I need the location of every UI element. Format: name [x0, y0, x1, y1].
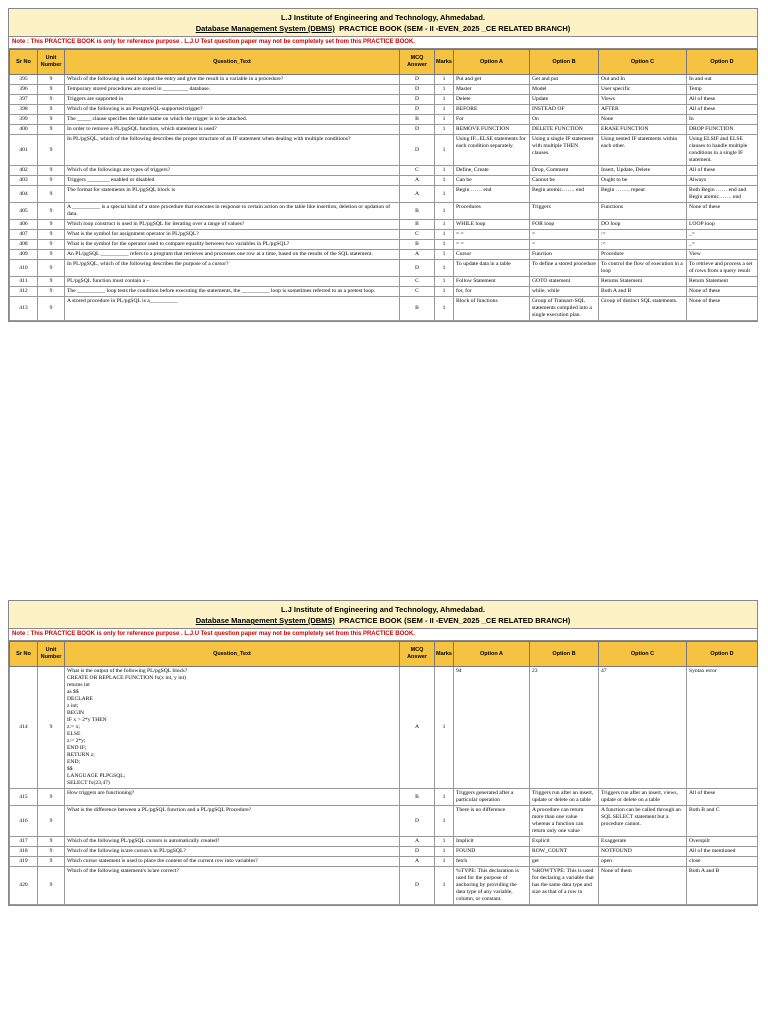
- option-a-cell: Cursor: [454, 250, 530, 260]
- option-d-cell: None of these: [687, 297, 758, 321]
- sr-no-cell: 420: [10, 867, 38, 905]
- institute-name: L.J Institute of Engineering and Technology, Ahmedabad.: [280, 605, 486, 614]
- question-cell: The _____ clause specifies the table name on which the trigger is to be attached.: [65, 115, 400, 125]
- question-cell: Which cursor statement is used to place the content of the current row into variables?: [65, 857, 400, 867]
- sr-no-cell: 398: [10, 105, 38, 115]
- option-b-cell: =: [530, 240, 599, 250]
- unit-cell: 9: [38, 806, 65, 837]
- option-c-cell: Out and In: [599, 75, 687, 85]
- option-a-cell: Procedures: [454, 203, 530, 220]
- unit-cell: 9: [38, 287, 65, 297]
- question-cell: Which of the following is used to input the entry and give the result in a variable in a procedure?: [65, 75, 400, 85]
- sr-no-cell: 406: [10, 220, 38, 230]
- marks-cell: 1: [435, 125, 454, 135]
- sr-no-cell: 408: [10, 240, 38, 250]
- question-cell: Triggers ________ enabled or disabled: [65, 176, 400, 186]
- marks-cell: 1: [435, 277, 454, 287]
- practice-sheet-2: [8, 600, 758, 906]
- table-row: [10, 240, 758, 250]
- option-b-cell: Explicit: [530, 837, 599, 847]
- option-b-cell: A procedure can return more than one value whereas a function can return only one value: [530, 806, 599, 837]
- col-option-c: Option C: [599, 642, 687, 667]
- unit-cell: 9: [38, 85, 65, 95]
- sr-no-cell: 395: [10, 75, 38, 85]
- table-header-row: [10, 642, 758, 667]
- answer-cell: B: [400, 220, 435, 230]
- answer-cell: B: [400, 789, 435, 806]
- col-question: Question_Text: [65, 642, 400, 667]
- option-b-cell: Using a single IF statement with multiple THEN clauses.: [530, 135, 599, 166]
- col-option-d: Option D: [687, 642, 758, 667]
- col-answer: MCQ Answer: [400, 50, 435, 75]
- option-a-cell: 94: [454, 667, 530, 789]
- question-cell: An PL/pgSQL __________ refers to a program that retrieves and processes one row at a time, based on the results of the SQL statement.: [65, 250, 400, 260]
- option-c-cell: Insert, Update, Delete: [599, 166, 687, 176]
- unit-cell: 9: [38, 837, 65, 847]
- option-b-cell: while, while: [530, 287, 599, 297]
- unit-cell: 9: [38, 250, 65, 260]
- unit-cell: 9: [38, 166, 65, 176]
- option-b-cell: INSTEAD OF: [530, 105, 599, 115]
- option-a-cell: = =: [454, 230, 530, 240]
- unit-cell: 9: [38, 135, 65, 166]
- sr-no-cell: 411: [10, 277, 38, 287]
- option-b-cell: DELETE FUNCTION: [530, 125, 599, 135]
- table-row: [10, 203, 758, 220]
- option-c-cell: User specific: [599, 85, 687, 95]
- col-answer: MCQ Answer: [400, 642, 435, 667]
- option-a-cell: Follow Statement: [454, 277, 530, 287]
- marks-cell: 1: [435, 75, 454, 85]
- unit-cell: 9: [38, 186, 65, 203]
- answer-cell: D: [400, 806, 435, 837]
- option-d-cell: Both Begin …… end and Begin atomic……. end: [687, 186, 758, 203]
- unit-cell: 9: [38, 176, 65, 186]
- table-row: [10, 166, 758, 176]
- table-row: [10, 220, 758, 230]
- option-a-cell: Implicit: [454, 837, 530, 847]
- marks-cell: 1: [435, 806, 454, 837]
- option-a-cell: fetch: [454, 857, 530, 867]
- col-unit: Unit Number: [38, 642, 65, 667]
- marks-cell: 1: [435, 166, 454, 176]
- option-c-cell: A function can be called through an SQL SELECT statement but a procedure cannot.: [599, 806, 687, 837]
- sr-no-cell: 412: [10, 287, 38, 297]
- option-b-cell: Drop, Comment: [530, 166, 599, 176]
- marks-cell: 1: [435, 230, 454, 240]
- option-a-cell: %TYPE: This declaration is used for the purpose of anchoring by providing the data type of any variable, column, or constant.: [454, 867, 530, 905]
- unit-cell: 9: [38, 230, 65, 240]
- option-c-cell: None: [599, 115, 687, 125]
- question-cell: What is the output of the following PL/pgSQL block? CREATE OR REPLACE FUNCTION fx(x int, y int) returns int as $$ DECLARE z int; BEGIN IF x > 2*y THEN z:= x; ELSE z:= 2*y; END IF; RETURN z; END; $$ LANGUAGE PLPGSQL; SELECT fx(23,47): [65, 667, 400, 789]
- question-cell: In PL/pgSQL, which of the following describes the proper structure of an IF statement when dealing with multiple conditions?: [65, 135, 400, 166]
- institute-name: L.J Institute of Engineering and Technology, Ahmedabad.: [280, 13, 486, 22]
- answer-cell: A: [400, 857, 435, 867]
- unit-cell: 9: [38, 789, 65, 806]
- sr-no-cell: 414: [10, 667, 38, 789]
- practice-sheet-1: [8, 8, 758, 322]
- marks-cell: 1: [435, 857, 454, 867]
- sr-no-cell: 397: [10, 95, 38, 105]
- answer-cell: D: [400, 125, 435, 135]
- option-a-cell: Triggers generated after a particular operation: [454, 789, 530, 806]
- answer-cell: D: [400, 260, 435, 277]
- marks-cell: 1: [435, 297, 454, 321]
- option-c-cell: Both A and B: [599, 287, 687, 297]
- option-d-cell: Syntax error: [687, 667, 758, 789]
- col-option-a: Option A: [454, 642, 530, 667]
- option-c-cell: Ought to be: [599, 176, 687, 186]
- unit-cell: 9: [38, 277, 65, 287]
- col-marks: Marks: [435, 642, 454, 667]
- sheet-header: [9, 9, 757, 37]
- table-row: [10, 230, 758, 240]
- option-c-cell: open: [599, 857, 687, 867]
- option-d-cell: close: [687, 857, 758, 867]
- answer-cell: C: [400, 230, 435, 240]
- answer-cell: A: [400, 176, 435, 186]
- table-body: [10, 667, 758, 905]
- option-a-cell: = =: [454, 240, 530, 250]
- answer-cell: B: [400, 240, 435, 250]
- table-row: [10, 857, 758, 867]
- sr-no-cell: 413: [10, 297, 38, 321]
- option-b-cell: =: [530, 230, 599, 240]
- option-d-cell: Both A and B: [687, 867, 758, 905]
- option-c-cell: Functions: [599, 203, 687, 220]
- unit-cell: 9: [38, 75, 65, 85]
- option-c-cell: DO loop: [599, 220, 687, 230]
- option-b-cell: Get and put: [530, 75, 599, 85]
- table-row: [10, 95, 758, 105]
- sr-no-cell: 403: [10, 176, 38, 186]
- question-cell: The __________ loop tests the condition before executing the statements, the __________ loop is sometimes referred to as a pretest loop.: [65, 287, 400, 297]
- option-c-cell: To control the flow of execution in a loop: [599, 260, 687, 277]
- col-option-d: Option D: [687, 50, 758, 75]
- option-d-cell: None of these: [687, 287, 758, 297]
- table-row: [10, 847, 758, 857]
- option-b-cell: GOTO statement: [530, 277, 599, 287]
- option-b-cell: Update: [530, 95, 599, 105]
- option-d-cell: All of the mentioned: [687, 847, 758, 857]
- sr-no-cell: 402: [10, 166, 38, 176]
- col-srno: Sr No: [10, 50, 38, 75]
- answer-cell: B: [400, 115, 435, 125]
- option-b-cell: Triggers run after an insert, update or delete on a table: [530, 789, 599, 806]
- reference-note: Note : This PRACTICE BOOK is only for reference purpose . L.J.U Test question paper may not be completely set from this PRACTICE BOOK.: [9, 37, 757, 49]
- sr-no-cell: 405: [10, 203, 38, 220]
- question-cell: Which of the following is/are cursor/s in PL/pgSQL?: [65, 847, 400, 857]
- answer-cell: A: [400, 186, 435, 203]
- table-row: [10, 125, 758, 135]
- answer-cell: D: [400, 105, 435, 115]
- marks-cell: 1: [435, 837, 454, 847]
- marks-cell: 1: [435, 220, 454, 230]
- option-a-cell: Delete: [454, 95, 530, 105]
- option-b-cell: %ROWTYPE: This is used for declaring a variable that has the same data type and size as that of a row in: [530, 867, 599, 905]
- table-row: [10, 867, 758, 905]
- table-row: [10, 186, 758, 203]
- marks-cell: 1: [435, 115, 454, 125]
- marks-cell: 1: [435, 203, 454, 220]
- marks-cell: 1: [435, 867, 454, 905]
- option-b-cell: 23: [530, 667, 599, 789]
- unit-cell: 9: [38, 667, 65, 789]
- option-d-cell: All of these: [687, 95, 758, 105]
- questions-table: [9, 49, 758, 321]
- sr-no-cell: 418: [10, 847, 38, 857]
- marks-cell: 1: [435, 240, 454, 250]
- table-row: [10, 287, 758, 297]
- answer-cell: A: [400, 250, 435, 260]
- col-srno: Sr No: [10, 642, 38, 667]
- table-row: [10, 85, 758, 95]
- option-d-cell: Using ELSIF and ELSE clauses to handle multiple conditions in a single IF statement.: [687, 135, 758, 166]
- option-d-cell: LOOP loop: [687, 220, 758, 230]
- question-cell: In PL/pgSQL, which of the following describes the purpose of a cursor?: [65, 260, 400, 277]
- col-option-b: Option B: [530, 642, 599, 667]
- table-row: [10, 837, 758, 847]
- option-b-cell: To define a stored procedure: [530, 260, 599, 277]
- marks-cell: 1: [435, 186, 454, 203]
- question-cell: In order to remove a PL/pgSQL function, which statement is used?: [65, 125, 400, 135]
- option-b-cell: Group of Transact-SQL statements compiled into a single execution plan.: [530, 297, 599, 321]
- answer-cell: D: [400, 95, 435, 105]
- sr-no-cell: 409: [10, 250, 38, 260]
- option-c-cell: 47: [599, 667, 687, 789]
- option-d-cell: Return Statement: [687, 277, 758, 287]
- option-c-cell: None of them: [599, 867, 687, 905]
- option-a-cell: BEFORE: [454, 105, 530, 115]
- unit-cell: 9: [38, 240, 65, 250]
- question-cell: What is the symbol for the operator used to compare equality between two variables in PL/pgSQL?: [65, 240, 400, 250]
- option-b-cell: Triggers: [530, 203, 599, 220]
- table-header-row: [10, 50, 758, 75]
- option-b-cell: Cannot be: [530, 176, 599, 186]
- answer-cell: D: [400, 135, 435, 166]
- marks-cell: 1: [435, 789, 454, 806]
- table-row: [10, 135, 758, 166]
- question-cell: Which of the following PL/pgSQL cursors is automatically created?: [65, 837, 400, 847]
- option-c-cell: Triggers run after an insert, views, update or delete on a table: [599, 789, 687, 806]
- question-cell: Triggers are supported in: [65, 95, 400, 105]
- unit-cell: 9: [38, 125, 65, 135]
- book-title: PRACTICE BOOK (SEM - II -EVEN_2025 _CE RELATED BRANCH): [339, 24, 571, 33]
- answer-cell: C: [400, 287, 435, 297]
- option-a-cell: Begin …… end: [454, 186, 530, 203]
- marks-cell: 1: [435, 260, 454, 277]
- col-option-a: Option A: [454, 50, 530, 75]
- sr-no-cell: 416: [10, 806, 38, 837]
- option-b-cell: Model: [530, 85, 599, 95]
- table-row: [10, 667, 758, 789]
- option-c-cell: Group of distinct SQL statements.: [599, 297, 687, 321]
- book-title: PRACTICE BOOK (SEM - II -EVEN_2025 _CE RELATED BRANCH): [339, 616, 571, 625]
- marks-cell: 1: [435, 135, 454, 166]
- option-c-cell: Using nested IF statements within each other.: [599, 135, 687, 166]
- marks-cell: 1: [435, 667, 454, 789]
- option-c-cell: Views: [599, 95, 687, 105]
- table-row: [10, 75, 758, 85]
- option-d-cell: DROP FUNCTION: [687, 125, 758, 135]
- table-row: [10, 277, 758, 287]
- answer-cell: A: [400, 667, 435, 789]
- unit-cell: 9: [38, 95, 65, 105]
- option-a-cell: Put and get: [454, 75, 530, 85]
- answer-cell: D: [400, 867, 435, 905]
- option-c-cell: Procedure: [599, 250, 687, 260]
- col-question: Question_Text: [65, 50, 400, 75]
- question-cell: What is the difference between a PL/pgSQL function and a PL/pgSQL Procedure?: [65, 806, 400, 837]
- option-d-cell: All of these: [687, 105, 758, 115]
- unit-cell: 9: [38, 847, 65, 857]
- option-c-cell: AFTER: [599, 105, 687, 115]
- option-c-cell: ERASE FUNCTION: [599, 125, 687, 135]
- table-row: [10, 297, 758, 321]
- question-cell: PL/pgSQL function must contain a –: [65, 277, 400, 287]
- option-b-cell: Begin atomic……. end: [530, 186, 599, 203]
- option-b-cell: FOR loop: [530, 220, 599, 230]
- option-d-cell: In and out: [687, 75, 758, 85]
- marks-cell: 1: [435, 176, 454, 186]
- questions-table: [9, 641, 758, 905]
- table-row: [10, 250, 758, 260]
- option-c-cell: Exaggerate: [599, 837, 687, 847]
- col-option-c: Option C: [599, 50, 687, 75]
- question-cell: Which of the following is an PostgreSQL-supported trigger?: [65, 105, 400, 115]
- table-body: [10, 75, 758, 321]
- answer-cell: D: [400, 847, 435, 857]
- answer-cell: C: [400, 166, 435, 176]
- table-row: [10, 105, 758, 115]
- marks-cell: 1: [435, 847, 454, 857]
- option-d-cell: Both B and C: [687, 806, 758, 837]
- option-a-cell: for, for: [454, 287, 530, 297]
- option-d-cell: None of these: [687, 203, 758, 220]
- table-row: [10, 176, 758, 186]
- answer-cell: D: [400, 85, 435, 95]
- sr-no-cell: 401: [10, 135, 38, 166]
- sr-no-cell: 399: [10, 115, 38, 125]
- question-cell: Which loop construct is used in PL/pgSQL for iterating over a range of values?: [65, 220, 400, 230]
- reference-note: Note : This PRACTICE BOOK is only for reference purpose . L.J.U Test question paper may not be completely set from this PRACTICE BOOK.: [9, 629, 757, 641]
- option-a-cell: Master: [454, 85, 530, 95]
- unit-cell: 9: [38, 203, 65, 220]
- subject-name: Database Management System (DBMS): [195, 24, 335, 33]
- sr-no-cell: 410: [10, 260, 38, 277]
- col-option-b: Option B: [530, 50, 599, 75]
- question-cell: What is the symbol for assignment operator in PL/pgSQL?: [65, 230, 400, 240]
- option-d-cell: Temp: [687, 85, 758, 95]
- option-c-cell: Begin …….. repeat: [599, 186, 687, 203]
- marks-cell: 1: [435, 95, 454, 105]
- table-row: [10, 260, 758, 277]
- option-c-cell: NOTFOUND: [599, 847, 687, 857]
- col-unit: Unit Number: [38, 50, 65, 75]
- option-a-cell: Can be: [454, 176, 530, 186]
- option-a-cell: WHILE loop: [454, 220, 530, 230]
- unit-cell: 9: [38, 115, 65, 125]
- table-row: [10, 806, 758, 837]
- option-c-cell: Returns Statement: [599, 277, 687, 287]
- col-marks: Marks: [435, 50, 454, 75]
- option-b-cell: ROW_COUNT: [530, 847, 599, 857]
- answer-cell: B: [400, 203, 435, 220]
- option-b-cell: Function: [530, 250, 599, 260]
- option-a-cell: REMOVE FUNCTION: [454, 125, 530, 135]
- question-cell: A __________ is a special kind of a store procedure that executes in response to certain action on the table like insertion, deletion or updation of data.: [65, 203, 400, 220]
- subject-name: Database Management System (DBMS): [195, 616, 335, 625]
- option-a-cell: Define, Create: [454, 166, 530, 176]
- unit-cell: 9: [38, 857, 65, 867]
- option-a-cell: Using IF...ELSE statements for each condition separately.: [454, 135, 530, 166]
- option-d-cell: To retrieve and process a set of rows from a query result: [687, 260, 758, 277]
- option-d-cell: All of these: [687, 789, 758, 806]
- option-a-cell: There is no difference: [454, 806, 530, 837]
- unit-cell: 9: [38, 105, 65, 115]
- sr-no-cell: 417: [10, 837, 38, 847]
- option-d-cell: _=: [687, 230, 758, 240]
- question-cell: How triggers are functioning?: [65, 789, 400, 806]
- option-d-cell: Always: [687, 176, 758, 186]
- option-a-cell: FOUND: [454, 847, 530, 857]
- marks-cell: 1: [435, 287, 454, 297]
- question-cell: A stored procedure in PL/pgSQL is a__________: [65, 297, 400, 321]
- option-a-cell: To update data in a table: [454, 260, 530, 277]
- option-d-cell: Overspilt: [687, 837, 758, 847]
- question-cell: Temporary stored procedures are stored in _________ database.: [65, 85, 400, 95]
- option-c-cell: :=: [599, 230, 687, 240]
- option-b-cell: get: [530, 857, 599, 867]
- sr-no-cell: 404: [10, 186, 38, 203]
- marks-cell: 1: [435, 85, 454, 95]
- option-d-cell: _=: [687, 240, 758, 250]
- unit-cell: 9: [38, 867, 65, 905]
- answer-cell: D: [400, 75, 435, 85]
- answer-cell: C: [400, 277, 435, 287]
- unit-cell: 9: [38, 297, 65, 321]
- option-d-cell: In: [687, 115, 758, 125]
- option-a-cell: Block of functions: [454, 297, 530, 321]
- unit-cell: 9: [38, 260, 65, 277]
- answer-cell: A: [400, 837, 435, 847]
- sr-no-cell: 407: [10, 230, 38, 240]
- option-d-cell: All of these: [687, 166, 758, 176]
- sr-no-cell: 400: [10, 125, 38, 135]
- option-a-cell: For: [454, 115, 530, 125]
- option-d-cell: View: [687, 250, 758, 260]
- sheet-header: [9, 601, 757, 629]
- marks-cell: 1: [435, 105, 454, 115]
- sr-no-cell: 396: [10, 85, 38, 95]
- option-c-cell: :=: [599, 240, 687, 250]
- unit-cell: 9: [38, 220, 65, 230]
- question-cell: The format for statements in PL/pgSQL block is: [65, 186, 400, 203]
- table-row: [10, 115, 758, 125]
- question-cell: Which of the following statement/s is/are correct?: [65, 867, 400, 905]
- sr-no-cell: 415: [10, 789, 38, 806]
- table-row: [10, 789, 758, 806]
- question-cell: Which of the followings are types of triggers?: [65, 166, 400, 176]
- sr-no-cell: 419: [10, 857, 38, 867]
- answer-cell: B: [400, 297, 435, 321]
- marks-cell: 1: [435, 250, 454, 260]
- option-b-cell: On: [530, 115, 599, 125]
